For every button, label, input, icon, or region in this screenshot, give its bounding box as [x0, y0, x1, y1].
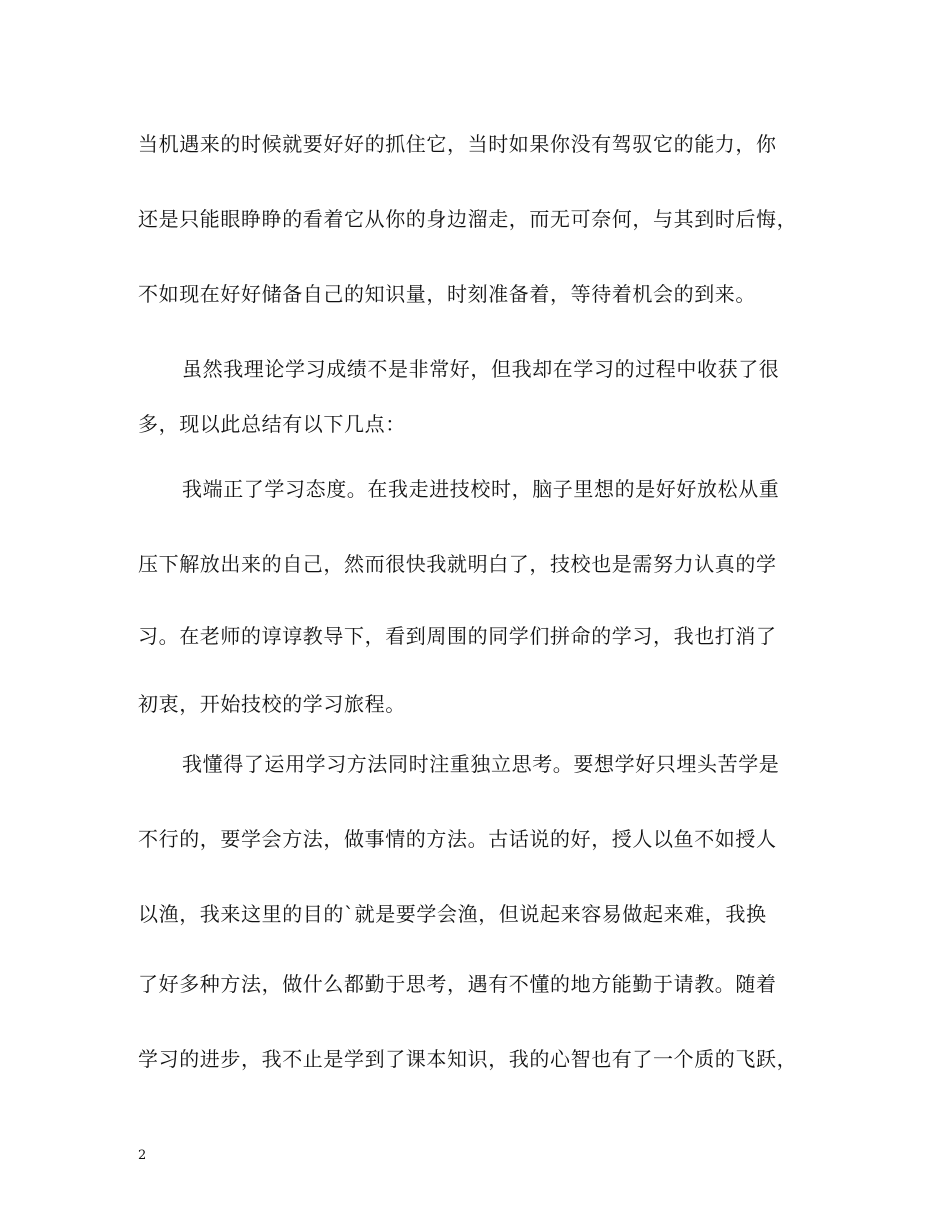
- text-line: 学习的进步，我不止是学到了课本知识，我的心智也有了一个质的飞跃，: [138, 1047, 798, 1071]
- paragraph-first-line: 虽然我理论学习成绩不是非常好，但我却在学习的过程中收获了很: [182, 357, 780, 381]
- paragraph-first-line: 我端正了学习态度。在我走进技校时，脑子里想的是好好放松从重: [182, 477, 780, 501]
- text-line: 以渔，我来这里的目的`就是要学会渔，但说起来容易做起来难，我换: [138, 902, 767, 926]
- text-line: 还是只能眼睁睁的看着它从你的身边溜走，而无可奈何，与其到时后悔，: [138, 207, 798, 231]
- text-line: 多，现以此总结有以下几点：: [138, 412, 406, 436]
- paragraph-first-line: 我懂得了运用学习方法同时注重独立思考。要想学好只埋头苦学是: [182, 752, 780, 776]
- text-line: 不行的，要学会方法，做事情的方法。古话说的好，授人以鱼不如授人: [138, 827, 777, 851]
- text-line: 了好多种方法，做什么都勤于思考，遇有不懂的地方能勤于请教。随着: [138, 972, 777, 996]
- text-line: 当机遇来的时候就要好好的抓住它，当时如果你没有驾驭它的能力，你: [138, 132, 777, 156]
- page-number: 2: [138, 1148, 147, 1163]
- text-line: 初衷，开始技校的学习旅程。: [138, 692, 406, 716]
- text-line: 压下解放出来的自己，然而很快我就明白了，技校也是需努力认真的学: [138, 552, 777, 576]
- text-line: 不如现在好好储备自己的知识量，时刻准备着，等待着机会的到来。: [138, 282, 756, 306]
- text-line: 习。在老师的谆谆教导下，看到周围的同学们拼命的学习，我也打消了: [138, 624, 777, 648]
